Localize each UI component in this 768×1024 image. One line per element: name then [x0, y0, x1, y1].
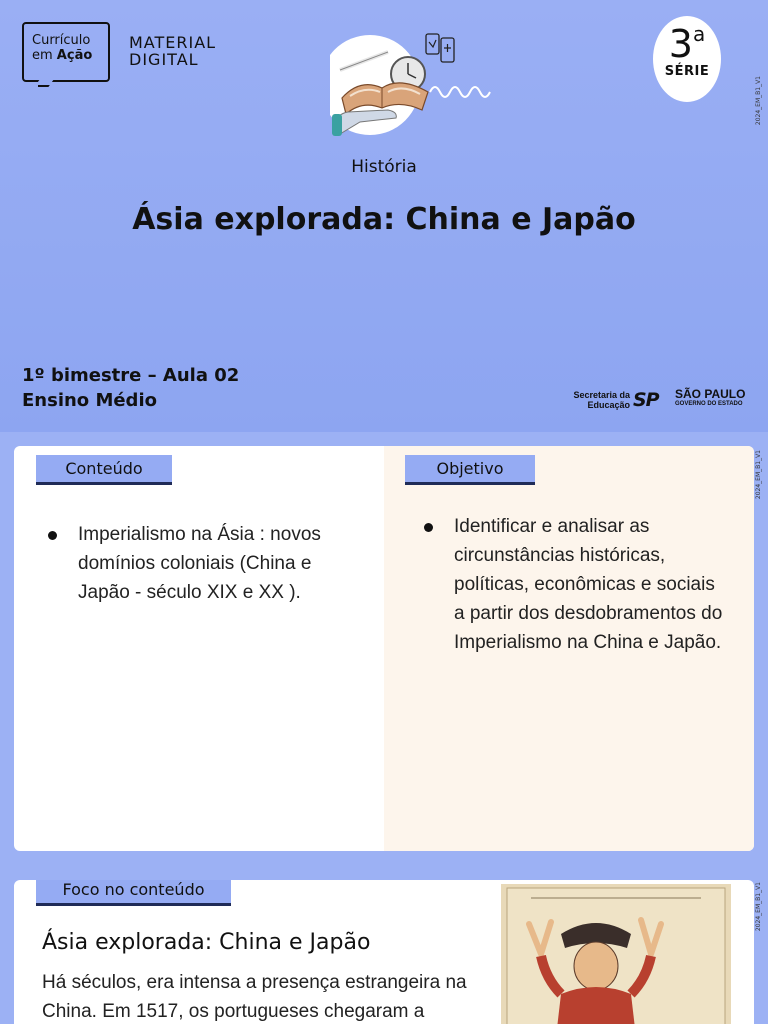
version-code: 2024_EM_B1_V1 — [755, 76, 762, 126]
speech-bubble-tail — [38, 80, 56, 92]
sao-paulo-government-logo — [573, 388, 748, 412]
cover-slide — [0, 0, 768, 432]
focus-text: Há séculos, era intensa a presença estrangeira na China. Em 1517, os portugueses chegaram a — [42, 972, 467, 1022]
secretaria-line2: Educação — [587, 400, 630, 410]
governo-tagline: GOVERNO DO ESTADO — [675, 401, 743, 407]
focus-slide — [0, 864, 768, 1024]
version-code: 2024_EM_B1_V1 — [755, 450, 762, 500]
objectives-card — [14, 446, 754, 851]
wave-line-icon — [430, 87, 490, 97]
material-digital-logo — [129, 34, 216, 68]
brand-line2-bold: Ação — [56, 48, 93, 63]
digital-label: DIGITAL — [129, 50, 199, 69]
version-code: 2024_EM_B1_V1 — [755, 882, 762, 932]
content-tab: Conteúdo — [36, 455, 172, 485]
focus-tab: Foco no conteúdo — [36, 880, 231, 906]
grade-badge — [653, 16, 721, 102]
brand-line2-prefix: em — [32, 48, 57, 63]
list-item: Imperialismo na Ásia : novos domínios coloniais (China e Japão - século XIX e XX ). — [48, 520, 358, 607]
bimestre-label: 1º bimestre – Aula 02 — [22, 365, 240, 386]
subject-label: História — [351, 157, 417, 177]
sp-mark: SP — [633, 389, 659, 411]
lesson-info — [22, 363, 239, 413]
curriculo-em-acao-logo — [22, 22, 110, 82]
objectives-slide — [0, 432, 768, 864]
focus-card — [14, 880, 754, 1024]
list-item: Identificar e analisar as circunstâncias históricas, políticas, econômicas e sociais a partir dos desdobramentos do Imperialismo na China e Japão. — [424, 512, 724, 657]
brand-line1: Currículo — [32, 33, 91, 48]
secretaria-label — [573, 390, 630, 410]
sao-paulo-name: SÃO PAULO — [675, 387, 746, 401]
grade-label: SÉRIE — [664, 64, 710, 79]
focus-title: Ásia explorada: China e Japão — [42, 930, 371, 955]
lesson-title: Ásia explorada: China e Japão — [132, 202, 636, 237]
grade-ordinal: a — [692, 22, 706, 46]
level-label: Ensino Médio — [22, 390, 157, 411]
phone-icons — [426, 34, 454, 62]
content-list — [48, 520, 358, 607]
historical-caricature-icon — [501, 884, 731, 1024]
objective-list — [424, 512, 724, 657]
objective-tab: Objetivo — [405, 455, 535, 485]
material-label: MATERIAL — [129, 33, 217, 52]
secretaria-line1: Secretaria da — [573, 390, 630, 400]
book-hand-illustration — [330, 30, 520, 140]
grade-number: 3 — [668, 22, 693, 66]
sao-paulo-label — [675, 388, 745, 409]
